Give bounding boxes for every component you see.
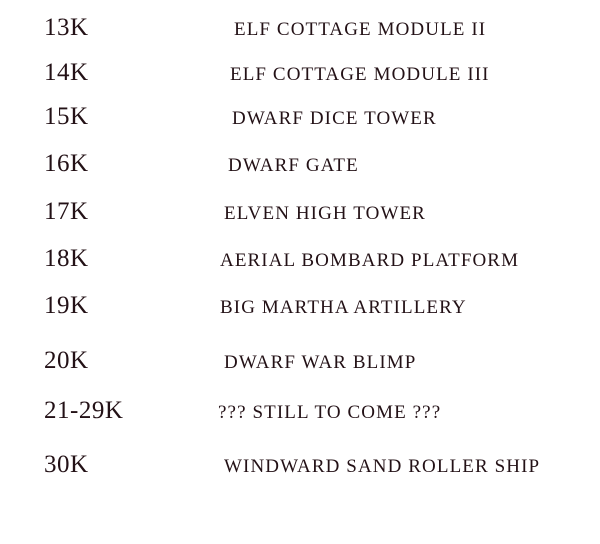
goal-row: [0, 347, 600, 397]
goal-tier-amount: 17K: [44, 198, 89, 225]
goal-tier-amount: 13K: [44, 14, 89, 41]
goal-reward-name: DWARF DICE TOWER: [232, 108, 437, 129]
goal-reward-name: WINDWARD SAND ROLLER SHIP: [224, 456, 541, 477]
goal-tier-amount: 20K: [44, 347, 89, 374]
goal-reward-name: ELF COTTAGE MODULE III: [230, 64, 490, 85]
goal-row: [0, 292, 600, 347]
goal-tier-amount: 21-29K: [44, 397, 124, 424]
goal-tier-amount: 14K: [44, 59, 89, 86]
goal-row: [0, 103, 600, 150]
goal-tier-amount: 18K: [44, 245, 89, 272]
goal-row: [0, 451, 600, 499]
goal-reward-name: AERIAL BOMBARD PLATFORM: [220, 250, 520, 271]
goal-row: [0, 397, 600, 451]
goal-reward-name: ??? STILL TO COME ???: [218, 402, 442, 423]
goal-tier-amount: 30K: [44, 451, 89, 478]
goal-row: [0, 245, 600, 292]
goal-reward-name: ELF COTTAGE MODULE II: [234, 19, 487, 40]
goal-row: [0, 198, 600, 245]
goal-row: [0, 59, 600, 103]
goal-tier-amount: 19K: [44, 292, 89, 319]
goal-tier-amount: 15K: [44, 103, 89, 130]
goal-reward-name: ELVEN HIGH TOWER: [224, 203, 426, 224]
goal-reward-name: DWARF WAR BLIMP: [224, 352, 417, 373]
goal-reward-name: DWARF GATE: [228, 155, 359, 176]
goal-row: [0, 14, 600, 59]
goal-reward-name: BIG MARTHA ARTILLERY: [220, 297, 467, 318]
goal-row: [0, 150, 600, 198]
goal-tier-amount: 16K: [44, 150, 89, 177]
